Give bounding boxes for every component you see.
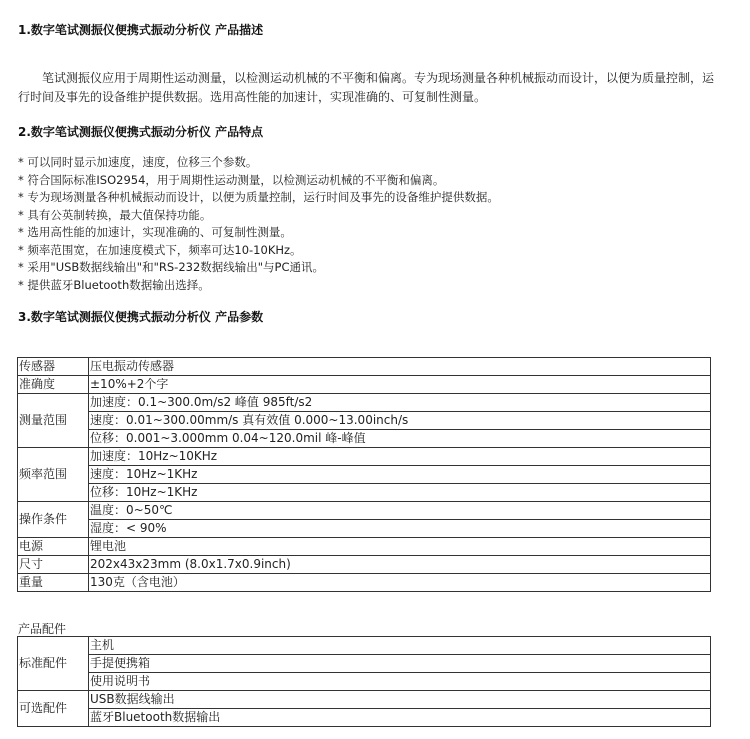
feature-list	[18, 154, 499, 294]
spec-value: 加速度：0.1~300.0m/s2 峰值 985ft/s2	[89, 394, 711, 412]
spec-label: 频率范围	[18, 448, 89, 502]
feature-item: * 选用高性能的加速计，实现准确的、可复制性测量。	[18, 225, 292, 239]
section-title-description: 1.数字笔试测振仪便携式振动分析仪 产品描述	[18, 23, 264, 37]
accessory-item: 蓝牙Bluetooth数据输出	[89, 709, 711, 727]
accessory-item: 主机	[89, 637, 711, 655]
section-title-parameters: 3.数字笔试测振仪便携式振动分析仪 产品参数	[18, 310, 264, 324]
spec-value: 速度：10Hz~1KHz	[89, 466, 711, 484]
spec-value: 加速度：10Hz~10KHz	[89, 448, 711, 466]
table-row	[18, 556, 711, 574]
table-row	[18, 574, 711, 592]
table-row	[18, 520, 711, 538]
spec-label: 传感器	[18, 358, 89, 376]
feature-item: * 频率范围宽，在加速度模式下，频率可达10-10KHz。	[18, 242, 302, 257]
feature-item: * 采用"USB数据线输出"和"RS-232数据线输出"与PC通讯。	[18, 260, 325, 274]
table-row	[18, 709, 711, 727]
table-row	[18, 538, 711, 556]
spec-label: 尺寸	[18, 556, 89, 574]
table-row	[18, 376, 711, 394]
spec-value: 202x43x23mm (8.0x1.7x0.9inch)	[89, 556, 711, 574]
accessories-table	[17, 636, 711, 727]
feature-item: * 提供蓝牙Bluetooth数据输出选择。	[18, 277, 210, 292]
spec-value: 位移：10Hz~1KHz	[89, 484, 711, 502]
description-paragraph: 笔试测振仪应用于周期性运动测量，以检测运动机械的不平衡和偏离。专为现场测量各种机械振动而设计，以便为质量控制，运行时间及事先的设备维护提供数据。选用高性能的加速计，实现准确的、可复制性测量。	[18, 71, 715, 104]
table-row	[18, 466, 711, 484]
spec-label: 操作条件	[18, 502, 89, 538]
table-row	[18, 412, 711, 430]
accessories-title: 产品配件	[18, 622, 67, 636]
spec-table	[17, 357, 711, 592]
spec-label: 准确度	[18, 376, 89, 394]
table-row	[18, 637, 711, 655]
spec-label: 测量范围	[18, 394, 89, 448]
spec-value: 速度：0.01~300.00mm/s 真有效值 0.000~13.00inch/s	[89, 412, 711, 430]
spec-value: 湿度：< 90%	[89, 520, 711, 538]
table-row	[18, 430, 711, 448]
spec-value: ±10%+2个字	[89, 376, 711, 394]
spec-value: 锂电池	[89, 538, 711, 556]
table-row	[18, 448, 711, 466]
spec-value: 130克（含电池）	[89, 574, 711, 592]
table-row	[18, 655, 711, 673]
spec-value: 位移：0.001~3.000mm 0.04~120.0mil 峰-峰值	[89, 430, 711, 448]
table-row	[18, 358, 711, 376]
table-row	[18, 394, 711, 412]
table-row	[18, 502, 711, 520]
table-row	[18, 691, 711, 709]
accessory-label: 可选配件	[18, 691, 89, 727]
accessory-label: 标准配件	[18, 637, 89, 691]
feature-item: * 专为现场测量各种机械振动而设计，以便为质量控制，运行时间及事先的设备维护提供数据。	[18, 190, 499, 204]
feature-item: * 可以同时显示加速度，速度，位移三个参数。	[18, 155, 258, 169]
feature-item: * 具有公英制转换，最大值保持功能。	[18, 207, 212, 222]
table-row	[18, 673, 711, 691]
spec-label: 重量	[18, 574, 89, 592]
spec-value: 压电振动传感器	[89, 358, 711, 376]
section-title-features: 2.数字笔试测振仪便携式振动分析仪 产品特点	[18, 125, 264, 139]
spec-value: 温度：0~50℃	[89, 502, 711, 520]
accessory-item: USB数据线输出	[89, 691, 711, 709]
spec-label: 电源	[18, 538, 89, 556]
accessory-item: 使用说明书	[89, 673, 711, 691]
feature-item: * 符合国际标准ISO2954，用于周期性运动测量，以检测运动机械的不平衡和偏离。	[18, 172, 445, 187]
accessory-item: 手提便携箱	[89, 655, 711, 673]
table-row	[18, 484, 711, 502]
